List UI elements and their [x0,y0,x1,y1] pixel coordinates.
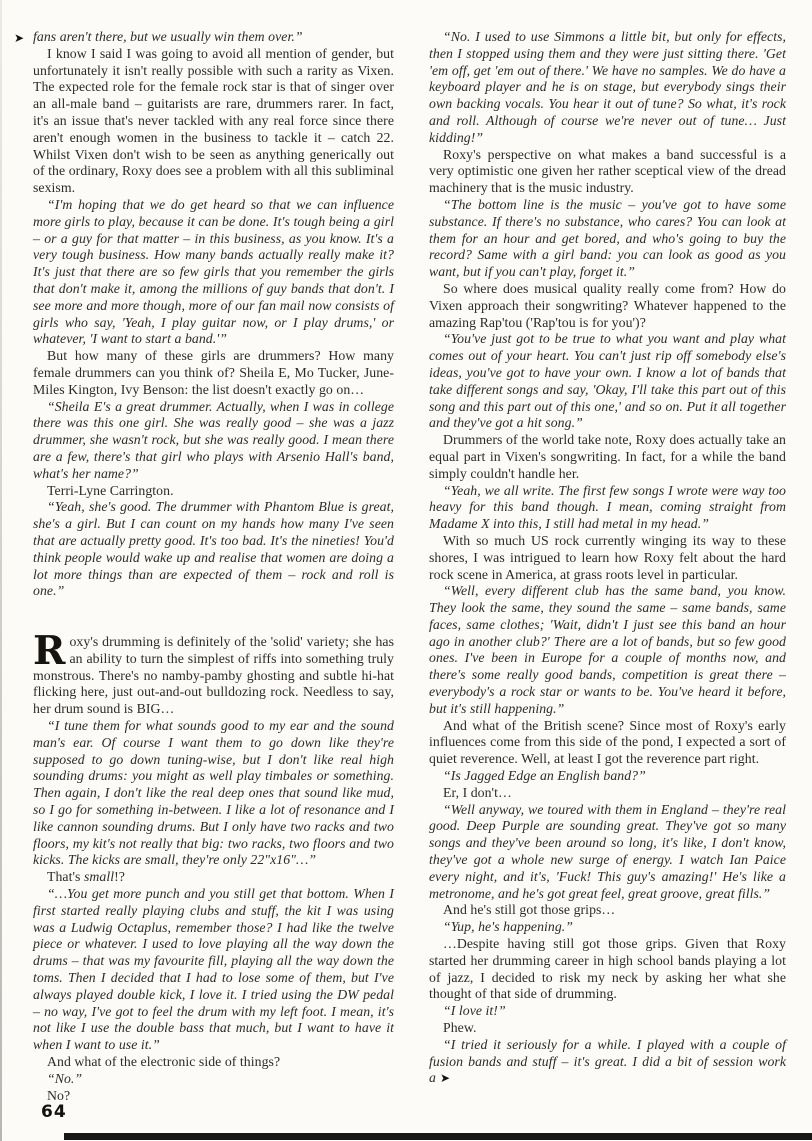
quote-paragraph: “Yup, he's happening.” [443,919,574,935]
quote-paragraph: “Yeah, she's good. The drummer with Phantom Blue is great, she's a girl. But I can count on my hands how many I've seen that are actually pretty good. It's too bad. It's the nineties! You'd think people would wake up and realise that women are doing a lot more things than are expected of them – rock and roll is one.” [33,499,394,599]
quote-paragraph: “Sheila E's a great drummer. Actually, when I was in college there was this one girl. She was really good – she was a jazz drummer, she wasn't rock, but she was really good. I mean there are a few, there's that girl who plays with Arsenio Hall's band, what's her name?” [33,398,394,481]
quote-paragraph: “No. I used to use Simmons a little bit, but only for effects, then I stopped using them and they were just sitting there. 'Get 'em off, get 'em out of there.' We have no samples. We do have a keyboard player and he is on stage, but everybody sings their own backing vocals. You hear it out of tune? So what, it's rock and roll. Although of course we're never out of tune… Just kidding!” [429,29,786,145]
narration-paragraph: And he's still got those grips… [443,902,616,918]
narration-paragraph: With so much US rock currently winging its way to these shores, I was intrigued to learn how Roxy felt about the hard rock scene in America, at grass roots level in particular. [429,532,786,582]
drop-cap: R [33,628,66,675]
continuation-end-arrow-icon: ➤ [439,1071,451,1086]
right-column [429,29,786,1087]
quote-paragraph: “Yeah, we all write. The first few songs I wrote were way too heavy for this band though. I mean, coming straight from Madame X into this, I still had metal in my head.” [429,482,786,532]
quote-paragraph: “Is Jagged Edge an English band?” [443,768,646,784]
narration-paragraph: Roxy's perspective on what makes a band successful is a very optimistic one given her rather sceptical view of the dread machinery that is the music industry. [429,146,786,196]
quote-paragraph: “I tried it seriously for a while. I played with a couple of fusion bands and stuff – it's great. I did a bit of session work a ➤ [429,1036,786,1086]
bottom-rule [64,1133,812,1140]
quote-paragraph: “…You get more punch and you still get that bottom. When I first started really playing clubs and stuff, the kit I was using was a Ludwig Octaplus, remember those? I had like the twelve piece or whatever. I used to love playing all the way down the drums – that was my favourite fill, playing all the way down the toms. Then I decided that I had to lose some of them, but I've always played double kick, I love it. I tried using the DW pedal – no way, I've got to feel the drum with my left foot. I mean, it's not like I use the double bass that much, but I want to have it when I want to use it.” [33,886,394,1053]
quote-paragraph: fans aren't there, but we usually win them over.” [33,29,303,44]
quote-paragraph: “I tune them for what sounds good to my ear and the sound man's ear. Of course I want them to go down like they're supposed to go down tuning-wise, but I don't like real high sounding drums: you might as well play timbales or something. Then again, I don't like the real deep ones that sound like mud, so I go for something in-between. I like a lot of resonance and I like cannon sounding drums. But I only have two racks and two floors, my kit's not really that big: two racks, two floors and two kicks. The kicks are small, they're only 22"x16"…” [33,718,394,868]
continuation-start-arrow-icon: ➤ [14,31,25,45]
quote-paragraph: “No.” [47,1070,83,1086]
narration-paragraph: But how many of these girls are drummers? How many female drummers can you think of? Sheila E, Mo Tucker, June-Miles Kington, Ivy Benson: the list doesn't exactly go on… [33,348,394,397]
narration-paragraph: So where does musical quality really come from? How do Vixen approach their songwriting? Whatever happened to the amazing Rap'tou ('Rap'tou is for you')? [429,280,786,330]
narration-paragraph: Terri-Lyne Carrington. [47,482,174,498]
narration-paragraph: No? [47,1087,71,1103]
quote-paragraph: “The bottom line is the music – you've got to have some substance. If there's no substance, who cares? You can look at them for an hour and get bored, and who's going to buy the record? Same with a girl band: you can look as good as you want, but if you can't play, forget it.” [429,196,786,280]
quote-paragraph: “Well anyway, we toured with them in England – they're real good. Deep Purple are sounding great. They've got so many songs and they've been around so long, it's like, I don't know, they've got a whole new surge of energy. I watch Ian Paice every night, and it's, 'Fuck! This guy's amazing!' He's like a metronome, and he's got great feel, great groove, great fills.” [429,801,786,901]
narration-paragraph: …Despite having still got those grips. Given that Roxy started her drumming career in high school bands playing a lot of jazz, I decided to risk my neck by asking her what she thought of that side of drumming. [429,936,786,1002]
narration-paragraph: And what of the electronic side of things? [47,1054,281,1070]
section-break [33,600,394,634]
narration-paragraph: That's small!? [47,869,125,885]
page-number: 64 [41,1102,67,1122]
narration-paragraph: Drummers of the world take note, Roxy does actually take an equal part in Vixen's songwriting. In fact, for a while the band simply couldn't handle her. [429,432,786,481]
quote-paragraph: “Well, every different club has the same band, you know. They look the same, they sound the same – same bands, same faces, same clothes; 'Wait, didn't I just see this band an hour ago in another club?' There are a lot of bands, but so few good ones. I've been in Europe for a couple of months now, and there's some really good bands, competition is great there – everybody's a rock star or wants to be. You've heard it before, but it's still happening.” [429,583,786,716]
quote-paragraph: “I love it!” [443,1003,506,1019]
page-edge-shadow [0,0,2,1141]
narration-paragraph: Roxy's drumming is definitely of the 'solid' variety; she has an ability to turn the simplest of riffs into something truly monstrous. There's no namby-pamby ghosting and subtle hi-hat flicking here, just out-and-out bulldozing rock. Needless to say, her drum sound is BIG… [33,628,394,717]
narration-paragraph: Phew. [443,1020,477,1036]
left-column [33,29,394,1104]
narration-paragraph: I know I said I was going to avoid all mention of gender, but unfortunately it isn't really possible with such a rarity as Vixen. The expected role for the female rock star is that of singer over an all-male band – guitarists are rare, drummers rarer. In fact, it's an issue that's never tackled with any real force since there aren't enough women in the business to tackle it – catch 22. Whilst Vixen don't wish to be seen as anything generically out of the ordinary, Roxy does see a problem with all this subliminal sexism. [33,45,394,196]
quote-paragraph: “I'm hoping that we do get heard so that we can influence more girls to play, because it can be done. It's tough being a girl – or a guy for that matter – in this business, as you know. It's a very tough business. How many bands actually really make it? It's just that there are so few girls that you remember the girls that don't make it, among the millions of guy bands that don't. I see more and more though, more of our fan mail now consists of girls who say, 'Yeah, I play guitar now, or I play drums,' or whatever, 'I want to start a band.'” [33,196,394,347]
quote-paragraph: “You've just got to be true to what you want and play what comes out of your heart. You can't just rip off somebody else's ideas, you've got to have your own. I know a lot of bands that take different songs and say, 'Okay, I'll take this part out of this song and this part out of this one,' and so on. Put it all together and they've got a hit song.” [429,331,786,431]
narration-paragraph: Er, I don't… [443,784,512,800]
narration-paragraph: And what of the British scene? Since most of Roxy's early influences come from this side of the pond, I expected a sort of quiet reverence. Well, at least I got the reverence part right. [429,717,786,767]
